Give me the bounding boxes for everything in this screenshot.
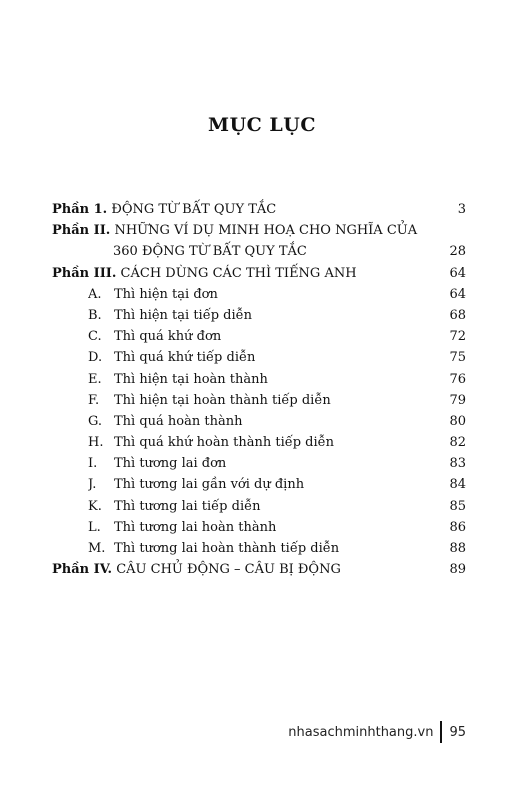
toc-entry[interactable] [52,474,466,495]
table-of-contents [52,199,466,580]
toc-entry-text [88,347,444,368]
toc-sub-letter: C. [88,329,102,345]
toc-entry[interactable] [52,538,466,559]
toc-page-number: 64 [449,265,466,281]
toc-sub-title: Thì tương lai hoàn thành tiếp diễn [114,541,340,556]
toc-continuation: 360 ĐỘNG TỪ BẤT QUY TẮC [113,244,307,260]
toc-page-number: 68 [449,307,466,323]
toc-entry-text [88,390,444,411]
toc-sub-title: Thì quá khứ tiếp diễn [114,350,256,366]
toc-part-label: Phần II. [52,223,111,239]
toc-entry-text [52,199,444,220]
toc-entry[interactable] [52,517,466,538]
toc-sub-letter: E. [88,371,102,387]
toc-sub-title: Thì hiện tại tiếp diễn [114,307,253,323]
toc-entry-text [88,453,444,474]
toc-entry[interactable] [52,284,466,305]
toc-sub-letter: F. [88,392,100,408]
toc-entry[interactable] [52,241,466,262]
footer-page-number: 95 [449,724,466,740]
toc-sub-title: Thì tương lai đơn [114,456,227,472]
toc-entry[interactable] [52,326,466,347]
toc-sub-title: Thì quá hoàn thành [114,413,243,429]
toc-entry[interactable] [52,220,466,241]
toc-part-label: Phần IV. [52,562,113,578]
toc-entry[interactable] [52,305,466,326]
toc-sub-letter: L. [88,519,101,535]
toc-entry-text [88,474,444,495]
toc-page-number: 79 [449,392,466,408]
toc-entry[interactable] [52,263,466,284]
toc-sub-letter: A. [88,286,102,302]
toc-entry[interactable] [52,369,466,390]
toc-page-number: 85 [449,498,466,514]
toc-page-number: 88 [449,541,466,556]
toc-sub-letter: K. [88,498,102,514]
toc-sub-title: Thì quá khứ hoàn thành tiếp diễn [114,435,335,451]
toc-page-number: 83 [449,456,466,472]
toc-page-number: 82 [449,435,466,451]
toc-entry[interactable] [52,453,466,474]
toc-page-number: 72 [449,329,466,345]
toc-sub-title: Thì tương lai tiếp diễn [114,498,261,514]
toc-entry-text [52,559,444,580]
toc-sub-letter: J. [88,477,97,493]
toc-page-number: 76 [449,371,466,387]
toc-entry-text [88,411,444,432]
toc-entry-text [88,305,444,326]
toc-page-number: 86 [449,519,466,535]
toc-entry-text [88,326,444,347]
toc-entry-text [88,432,444,453]
toc-entry-text [88,517,444,538]
toc-sub-title: Thì quá khứ đơn [114,329,222,345]
toc-entry-text [88,284,444,305]
toc-entry-text [88,538,444,559]
toc-entry[interactable] [52,411,466,432]
toc-sub-title: Thì hiện tại hoàn thành tiếp diễn [114,392,331,408]
toc-sub-title: Thì tương lai gần với dự định [114,477,305,493]
toc-part-label: Phần III. [52,265,117,281]
toc-sub-title: Thì tương lai hoàn thành [114,519,277,535]
toc-sub-letter: M. [88,541,106,556]
toc-entry-text [52,220,444,241]
toc-entry-text [88,369,444,390]
toc-sub-letter: D. [88,350,103,366]
footer-site: nhasachminhthang.vn [288,724,434,740]
toc-part-label: Phần 1. [52,202,108,217]
toc-entry[interactable] [52,347,466,368]
toc-part-title: ĐỘNG TỪ BẤT QUY TẮC [111,202,277,217]
toc-page-number: 64 [449,286,466,302]
toc-page-number: 80 [449,413,466,429]
toc-sub-letter: H. [88,435,104,451]
toc-entry[interactable] [52,559,466,580]
footer-divider [440,721,442,743]
toc-entry-text [52,263,444,284]
toc-page-number: 75 [449,350,466,366]
toc-sub-title: Thì hiện tại đơn [114,286,218,302]
toc-page-number: 89 [449,562,466,578]
toc-entry[interactable] [52,496,466,517]
toc-sub-title: Thì hiện tại hoàn thành [114,371,268,387]
toc-sub-letter: I. [88,456,98,472]
toc-entry[interactable] [52,432,466,453]
toc-entry[interactable] [52,390,466,411]
toc-sub-letter: G. [88,413,103,429]
toc-page-number: 28 [449,244,466,260]
toc-entry-text [113,241,444,262]
toc-part-title: CÂU CHỦ ĐỘNG – CÂU BỊ ĐỘNG [116,562,341,578]
toc-part-title: CÁCH DÙNG CÁC THÌ TIẾNG ANH [120,265,357,281]
toc-entry[interactable] [52,199,466,220]
toc-sub-letter: B. [88,307,102,323]
toc-part-title: NHỮNG VÍ DỤ MINH HOẠ CHO NGHĨA CỦA [114,223,418,239]
toc-entry-text [88,496,444,517]
page-title: MỤC LỤC [208,114,316,136]
toc-page-number: 84 [449,477,466,493]
toc-page-number: 3 [457,202,466,217]
page-footer [0,721,466,743]
